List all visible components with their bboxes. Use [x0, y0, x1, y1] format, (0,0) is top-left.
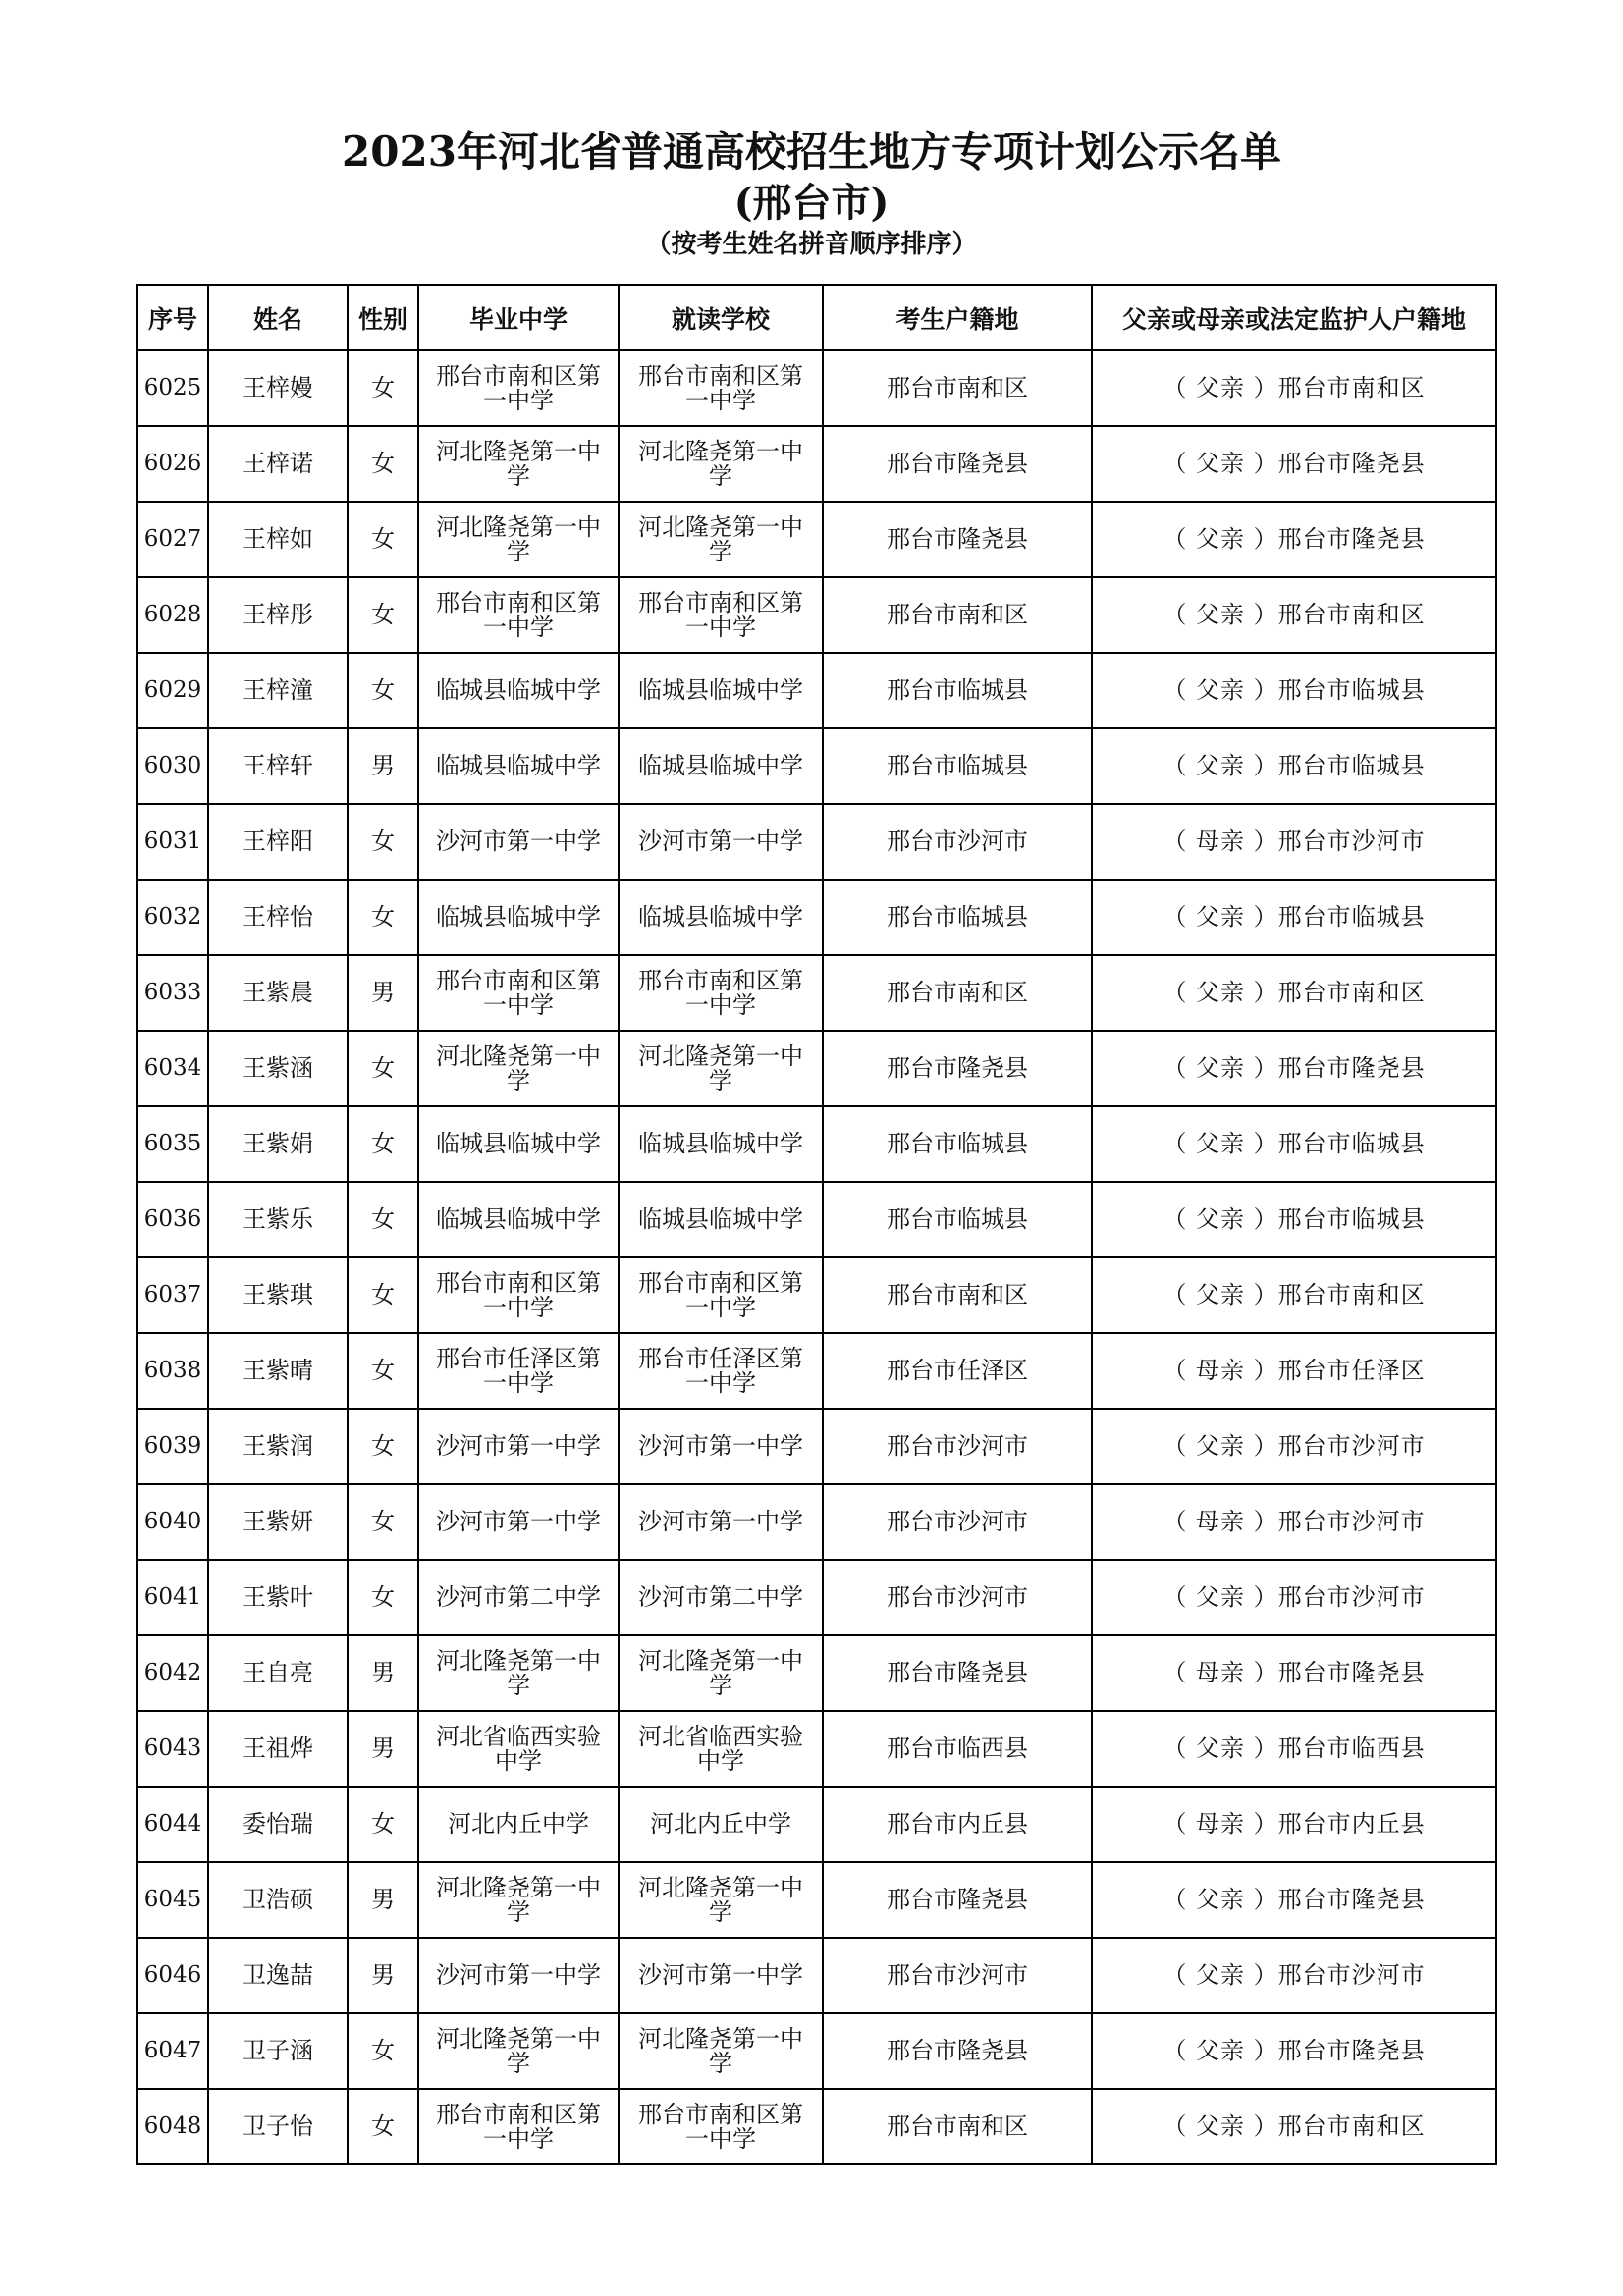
- cell-study-school: 临城县临城中学: [619, 1106, 823, 1182]
- cell-grad-school: 临城县临城中学: [418, 880, 619, 955]
- cell-study-school: 沙河市第一中学: [619, 1938, 823, 2013]
- table-row: [137, 1257, 1496, 1333]
- cell-seq: 6039: [137, 1409, 208, 1484]
- cell-gender: 女: [348, 1031, 418, 1106]
- sort-note: （按考生姓名拼音顺序排序）: [645, 230, 978, 259]
- cell-seq: 6025: [137, 350, 208, 426]
- cell-seq: 6029: [137, 653, 208, 728]
- cell-seq: 6044: [137, 1787, 208, 1862]
- cell-guardian: （ 父亲 ）邢台市南和区: [1092, 955, 1496, 1031]
- page-subtitle: (邢台市): [733, 180, 890, 226]
- cell-guardian: （ 母亲 ）邢台市沙河市: [1092, 804, 1496, 880]
- table-row: [137, 1787, 1496, 1862]
- cell-grad-school: 临城县临城中学: [418, 728, 619, 804]
- cell-gender: 男: [348, 1635, 418, 1711]
- cell-hukou: 邢台市临西县: [823, 1711, 1092, 1787]
- cell-study-school: 沙河市第二中学: [619, 1560, 823, 1635]
- cell-hukou: 邢台市隆尧县: [823, 1635, 1092, 1711]
- cell-hukou: 邢台市隆尧县: [823, 2013, 1092, 2089]
- cell-study-school: 沙河市第一中学: [619, 1409, 823, 1484]
- cell-gender: 女: [348, 577, 418, 653]
- cell-hukou: 邢台市沙河市: [823, 804, 1092, 880]
- cell-study-school: 临城县临城中学: [619, 653, 823, 728]
- cell-hukou: 邢台市沙河市: [823, 1560, 1092, 1635]
- cell-hukou: 邢台市临城县: [823, 1106, 1092, 1182]
- cell-seq: 6042: [137, 1635, 208, 1711]
- table-row: [137, 1333, 1496, 1409]
- cell-study-school: 沙河市第一中学: [619, 1484, 823, 1560]
- cell-name: 委怡瑞: [208, 1787, 348, 1862]
- cell-grad-school: 河北省临西实验中学: [418, 1711, 619, 1787]
- cell-hukou: 邢台市临城县: [823, 1182, 1092, 1257]
- cell-name: 王紫娟: [208, 1106, 348, 1182]
- table-row: [137, 2089, 1496, 2164]
- cell-seq: 6033: [137, 955, 208, 1031]
- table-row: [137, 1409, 1496, 1484]
- cell-gender: 男: [348, 955, 418, 1031]
- cell-hukou: 邢台市南和区: [823, 955, 1092, 1031]
- cell-name: 卫浩硕: [208, 1862, 348, 1938]
- cell-seq: 6034: [137, 1031, 208, 1106]
- cell-gender: 女: [348, 1106, 418, 1182]
- cell-hukou: 邢台市内丘县: [823, 1787, 1092, 1862]
- cell-grad-school: 沙河市第一中学: [418, 1409, 619, 1484]
- cell-study-school: 河北省临西实验中学: [619, 1711, 823, 1787]
- table-row: [137, 1484, 1496, 1560]
- cell-guardian: （ 父亲 ）邢台市隆尧县: [1092, 502, 1496, 577]
- cell-name: 卫子怡: [208, 2089, 348, 2164]
- table-header-row: [137, 285, 1496, 350]
- cell-name: 卫子涵: [208, 2013, 348, 2089]
- cell-gender: 女: [348, 1182, 418, 1257]
- cell-grad-school: 河北隆尧第一中学: [418, 502, 619, 577]
- cell-gender: 女: [348, 1257, 418, 1333]
- cell-study-school: 河北内丘中学: [619, 1787, 823, 1862]
- cell-hukou: 邢台市南和区: [823, 2089, 1092, 2164]
- cell-guardian: （ 父亲 ）邢台市临城县: [1092, 653, 1496, 728]
- cell-gender: 男: [348, 1711, 418, 1787]
- cell-guardian: （ 父亲 ）邢台市沙河市: [1092, 1409, 1496, 1484]
- cell-grad-school: 邢台市南和区第一中学: [418, 2089, 619, 2164]
- cell-grad-school: 沙河市第一中学: [418, 1484, 619, 1560]
- cell-study-school: 河北隆尧第一中学: [619, 1635, 823, 1711]
- cell-seq: 6045: [137, 1862, 208, 1938]
- cell-seq: 6043: [137, 1711, 208, 1787]
- cell-guardian: （ 父亲 ）邢台市南和区: [1092, 350, 1496, 426]
- roster-table: [136, 284, 1497, 2165]
- cell-gender: 女: [348, 350, 418, 426]
- header-guardian: 父亲或母亲或法定监护人户籍地: [1092, 285, 1496, 350]
- cell-name: 王梓潼: [208, 653, 348, 728]
- cell-study-school: 邢台市南和区第一中学: [619, 577, 823, 653]
- cell-hukou: 邢台市隆尧县: [823, 1031, 1092, 1106]
- table-row: [137, 1031, 1496, 1106]
- cell-name: 王紫涵: [208, 1031, 348, 1106]
- cell-seq: 6038: [137, 1333, 208, 1409]
- cell-grad-school: 河北内丘中学: [418, 1787, 619, 1862]
- table-row: [137, 1182, 1496, 1257]
- cell-guardian: （ 父亲 ）邢台市隆尧县: [1092, 1862, 1496, 1938]
- cell-name: 王紫琪: [208, 1257, 348, 1333]
- cell-study-school: 邢台市南和区第一中学: [619, 350, 823, 426]
- cell-gender: 女: [348, 1787, 418, 1862]
- cell-guardian: （ 父亲 ）邢台市沙河市: [1092, 1938, 1496, 2013]
- cell-gender: 男: [348, 1862, 418, 1938]
- cell-study-school: 临城县临城中学: [619, 880, 823, 955]
- table-row: [137, 350, 1496, 426]
- cell-guardian: （ 父亲 ）邢台市沙河市: [1092, 1560, 1496, 1635]
- cell-grad-school: 邢台市南和区第一中学: [418, 955, 619, 1031]
- cell-gender: 女: [348, 2089, 418, 2164]
- cell-name: 王梓如: [208, 502, 348, 577]
- cell-study-school: 河北隆尧第一中学: [619, 1862, 823, 1938]
- cell-guardian: （ 母亲 ）邢台市任泽区: [1092, 1333, 1496, 1409]
- cell-guardian: （ 父亲 ）邢台市临西县: [1092, 1711, 1496, 1787]
- cell-name: 王梓阳: [208, 804, 348, 880]
- cell-grad-school: 邢台市南和区第一中学: [418, 350, 619, 426]
- cell-seq: 6028: [137, 577, 208, 653]
- cell-gender: 女: [348, 880, 418, 955]
- cell-hukou: 邢台市南和区: [823, 1257, 1092, 1333]
- cell-study-school: 临城县临城中学: [619, 728, 823, 804]
- table-row: [137, 426, 1496, 502]
- cell-name: 王紫乐: [208, 1182, 348, 1257]
- cell-name: 王紫叶: [208, 1560, 348, 1635]
- cell-guardian: （ 父亲 ）邢台市隆尧县: [1092, 1031, 1496, 1106]
- cell-hukou: 邢台市沙河市: [823, 1938, 1092, 2013]
- table-row: [137, 1560, 1496, 1635]
- cell-grad-school: 沙河市第一中学: [418, 1938, 619, 2013]
- cell-guardian: （ 父亲 ）邢台市临城县: [1092, 1182, 1496, 1257]
- cell-name: 王梓怡: [208, 880, 348, 955]
- header-name: 姓名: [208, 285, 348, 350]
- cell-grad-school: 河北隆尧第一中学: [418, 2013, 619, 2089]
- cell-study-school: 邢台市南和区第一中学: [619, 1257, 823, 1333]
- cell-study-school: 邢台市南和区第一中学: [619, 2089, 823, 2164]
- cell-grad-school: 河北隆尧第一中学: [418, 1031, 619, 1106]
- cell-seq: 6032: [137, 880, 208, 955]
- cell-guardian: （ 父亲 ）邢台市临城县: [1092, 880, 1496, 955]
- cell-name: 卫逸喆: [208, 1938, 348, 2013]
- cell-guardian: （ 父亲 ）邢台市南和区: [1092, 2089, 1496, 2164]
- cell-seq: 6036: [137, 1182, 208, 1257]
- page-title: 2023年河北省普通高校招生地方专项计划公示名单: [342, 128, 1281, 176]
- cell-seq: 6047: [137, 2013, 208, 2089]
- table-row: [137, 1711, 1496, 1787]
- cell-guardian: （ 父亲 ）邢台市南和区: [1092, 1257, 1496, 1333]
- table-row: [137, 1106, 1496, 1182]
- cell-study-school: 河北隆尧第一中学: [619, 2013, 823, 2089]
- header-seq: 序号: [137, 285, 208, 350]
- cell-seq: 6041: [137, 1560, 208, 1635]
- cell-name: 王梓彤: [208, 577, 348, 653]
- table-row: [137, 1938, 1496, 2013]
- table-row: [137, 577, 1496, 653]
- cell-gender: 男: [348, 1938, 418, 2013]
- cell-seq: 6035: [137, 1106, 208, 1182]
- cell-study-school: 河北隆尧第一中学: [619, 426, 823, 502]
- cell-hukou: 邢台市隆尧县: [823, 1862, 1092, 1938]
- cell-gender: 女: [348, 1409, 418, 1484]
- cell-guardian: （ 母亲 ）邢台市内丘县: [1092, 1787, 1496, 1862]
- cell-guardian: （ 母亲 ）邢台市隆尧县: [1092, 1635, 1496, 1711]
- table-row: [137, 1635, 1496, 1711]
- table-row: [137, 804, 1496, 880]
- cell-grad-school: 邢台市任泽区第一中学: [418, 1333, 619, 1409]
- cell-seq: 6046: [137, 1938, 208, 2013]
- cell-hukou: 邢台市临城县: [823, 728, 1092, 804]
- cell-grad-school: 沙河市第一中学: [418, 804, 619, 880]
- cell-study-school: 邢台市任泽区第一中学: [619, 1333, 823, 1409]
- header-hukou: 考生户籍地: [823, 285, 1092, 350]
- cell-seq: 6027: [137, 502, 208, 577]
- cell-gender: 女: [348, 2013, 418, 2089]
- cell-hukou: 邢台市沙河市: [823, 1484, 1092, 1560]
- table-row: [137, 880, 1496, 955]
- cell-hukou: 邢台市任泽区: [823, 1333, 1092, 1409]
- cell-hukou: 邢台市隆尧县: [823, 426, 1092, 502]
- table-row: [137, 1862, 1496, 1938]
- cell-grad-school: 邢台市南和区第一中学: [418, 577, 619, 653]
- cell-gender: 女: [348, 653, 418, 728]
- cell-name: 王祖烨: [208, 1711, 348, 1787]
- cell-gender: 女: [348, 1333, 418, 1409]
- cell-grad-school: 临城县临城中学: [418, 653, 619, 728]
- cell-gender: 女: [348, 1560, 418, 1635]
- cell-seq: 6040: [137, 1484, 208, 1560]
- cell-gender: 女: [348, 502, 418, 577]
- table-row: [137, 2013, 1496, 2089]
- cell-hukou: 邢台市隆尧县: [823, 502, 1092, 577]
- cell-guardian: （ 父亲 ）邢台市临城县: [1092, 728, 1496, 804]
- cell-grad-school: 临城县临城中学: [418, 1182, 619, 1257]
- cell-study-school: 邢台市南和区第一中学: [619, 955, 823, 1031]
- cell-name: 王紫润: [208, 1409, 348, 1484]
- cell-name: 王紫晴: [208, 1333, 348, 1409]
- cell-seq: 6031: [137, 804, 208, 880]
- cell-hukou: 邢台市临城县: [823, 880, 1092, 955]
- cell-guardian: （ 父亲 ）邢台市南和区: [1092, 577, 1496, 653]
- cell-name: 王梓嫚: [208, 350, 348, 426]
- header-grad-school: 毕业中学: [418, 285, 619, 350]
- cell-grad-school: 邢台市南和区第一中学: [418, 1257, 619, 1333]
- cell-grad-school: 沙河市第二中学: [418, 1560, 619, 1635]
- table-row: [137, 502, 1496, 577]
- cell-grad-school: 临城县临城中学: [418, 1106, 619, 1182]
- cell-seq: 6026: [137, 426, 208, 502]
- table-row: [137, 728, 1496, 804]
- cell-hukou: 邢台市南和区: [823, 350, 1092, 426]
- cell-study-school: 临城县临城中学: [619, 1182, 823, 1257]
- cell-seq: 6030: [137, 728, 208, 804]
- cell-name: 王紫妍: [208, 1484, 348, 1560]
- cell-name: 王梓轩: [208, 728, 348, 804]
- cell-grad-school: 河北隆尧第一中学: [418, 1635, 619, 1711]
- cell-study-school: 河北隆尧第一中学: [619, 502, 823, 577]
- cell-grad-school: 河北隆尧第一中学: [418, 1862, 619, 1938]
- cell-gender: 女: [348, 804, 418, 880]
- table-row: [137, 653, 1496, 728]
- cell-name: 王紫晨: [208, 955, 348, 1031]
- cell-hukou: 邢台市临城县: [823, 653, 1092, 728]
- header-study-school: 就读学校: [619, 285, 823, 350]
- header-gender: 性别: [348, 285, 418, 350]
- cell-seq: 6048: [137, 2089, 208, 2164]
- cell-study-school: 河北隆尧第一中学: [619, 1031, 823, 1106]
- cell-guardian: （ 父亲 ）邢台市临城县: [1092, 1106, 1496, 1182]
- cell-hukou: 邢台市沙河市: [823, 1409, 1092, 1484]
- cell-name: 王梓诺: [208, 426, 348, 502]
- cell-hukou: 邢台市南和区: [823, 577, 1092, 653]
- table-row: [137, 955, 1496, 1031]
- cell-guardian: （ 父亲 ）邢台市隆尧县: [1092, 2013, 1496, 2089]
- cell-name: 王自亮: [208, 1635, 348, 1711]
- cell-gender: 男: [348, 728, 418, 804]
- cell-grad-school: 河北隆尧第一中学: [418, 426, 619, 502]
- cell-guardian: （ 父亲 ）邢台市隆尧县: [1092, 426, 1496, 502]
- cell-guardian: （ 母亲 ）邢台市沙河市: [1092, 1484, 1496, 1560]
- cell-gender: 女: [348, 1484, 418, 1560]
- cell-seq: 6037: [137, 1257, 208, 1333]
- cell-gender: 女: [348, 426, 418, 502]
- cell-study-school: 沙河市第一中学: [619, 804, 823, 880]
